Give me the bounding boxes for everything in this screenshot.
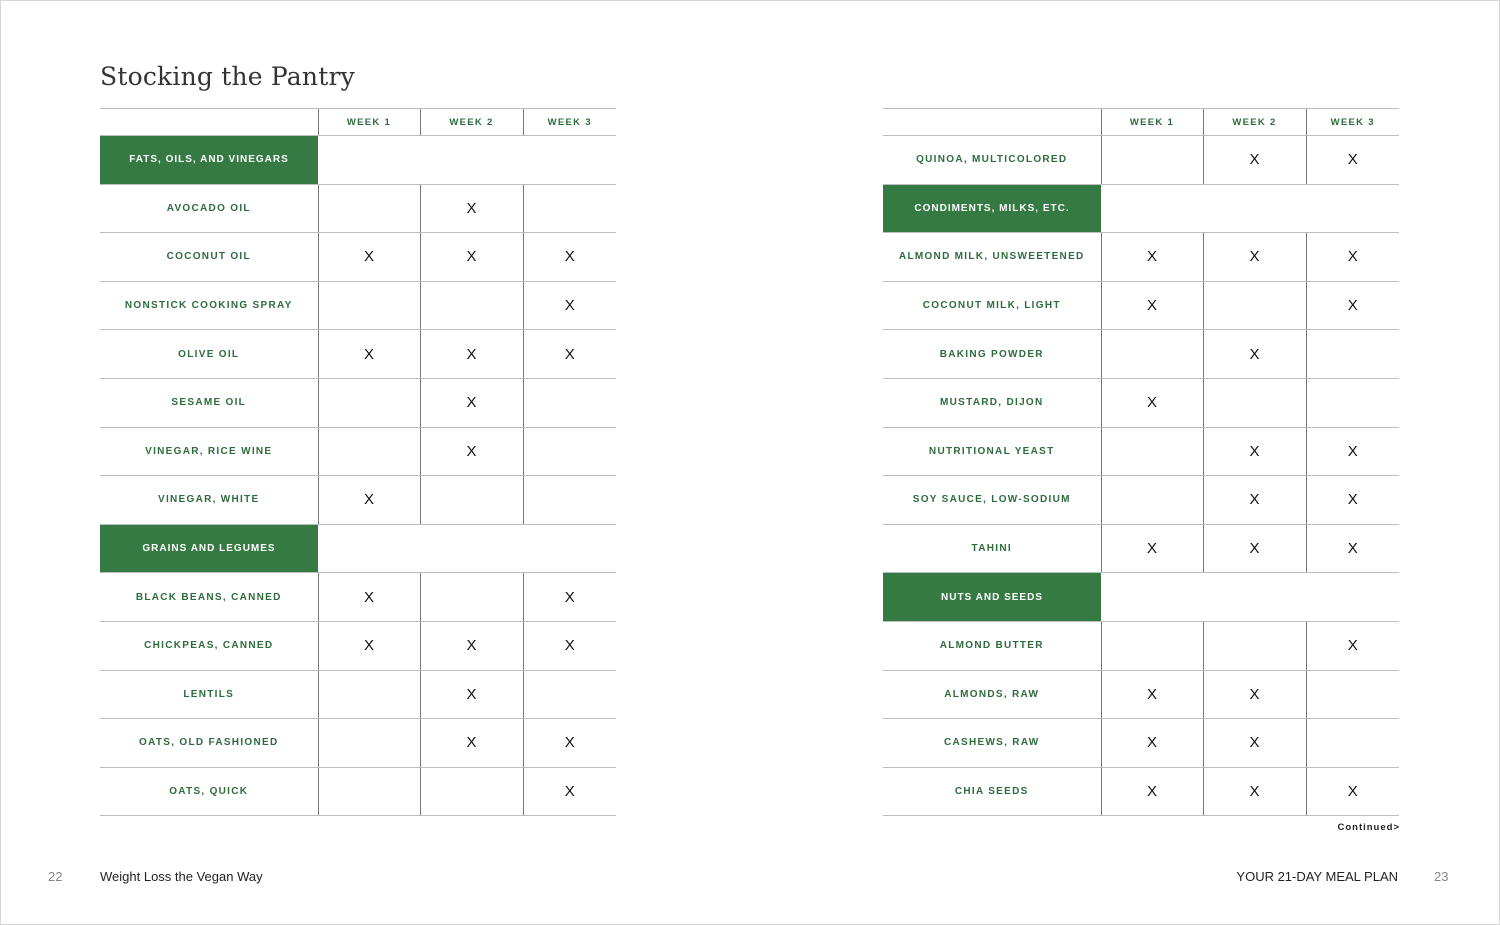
- week-2-mark: [420, 476, 523, 525]
- page-number-left: 22: [48, 869, 63, 884]
- item-label: ALMONDS, RAW: [883, 670, 1101, 719]
- week-2-mark: X: [1203, 670, 1306, 719]
- week-3-mark: [1306, 330, 1399, 379]
- page-title: Stocking the Pantry: [100, 62, 355, 91]
- table-row: [883, 524, 1399, 573]
- week-2-mark: X: [420, 719, 523, 768]
- week-2-mark: X: [420, 233, 523, 282]
- week-1-mark: X: [1101, 233, 1203, 282]
- table-row: [883, 427, 1399, 476]
- week-2-mark: X: [1203, 427, 1306, 476]
- item-label: VINEGAR, RICE WINE: [100, 427, 318, 476]
- category-row: [100, 524, 616, 573]
- week-1-mark: X: [1101, 378, 1203, 427]
- item-label: OATS, QUICK: [100, 767, 318, 816]
- category-row-fill: [318, 136, 616, 185]
- item-label: QUINOA, MULTICOLORED: [883, 136, 1101, 185]
- week-3-mark: X: [523, 330, 616, 379]
- table-row: [883, 378, 1399, 427]
- section-title-footer: YOUR 21-DAY MEAL PLAN: [1236, 869, 1398, 884]
- table-row: [100, 767, 616, 816]
- week-1-mark: [318, 378, 420, 427]
- table-row: [883, 330, 1399, 379]
- week-3-mark: X: [1306, 427, 1399, 476]
- category-row: [100, 136, 616, 185]
- week-1-mark: X: [1101, 719, 1203, 768]
- category-row-fill: [318, 524, 616, 573]
- table-row: [883, 621, 1399, 670]
- week-3-mark: X: [1306, 524, 1399, 573]
- week-3-mark: X: [1306, 281, 1399, 330]
- item-label: AVOCADO OIL: [100, 184, 318, 233]
- week-1-mark: X: [1101, 281, 1203, 330]
- week-3-mark: X: [1306, 476, 1399, 525]
- header-week-3: WEEK 3: [523, 109, 616, 136]
- week-1-mark: X: [318, 330, 420, 379]
- week-3-mark: X: [1306, 233, 1399, 282]
- header-week-2: WEEK 2: [1203, 109, 1306, 136]
- table-row: [883, 767, 1399, 816]
- item-label: VINEGAR, WHITE: [100, 476, 318, 525]
- week-1-mark: X: [318, 621, 420, 670]
- week-2-mark: X: [420, 670, 523, 719]
- week-1-mark: [318, 670, 420, 719]
- table-row: [100, 184, 616, 233]
- pantry-table-right: [883, 108, 1399, 816]
- item-label: MUSTARD, DIJON: [883, 378, 1101, 427]
- item-label: ALMOND BUTTER: [883, 621, 1101, 670]
- week-2-mark: [420, 573, 523, 622]
- week-1-mark: X: [318, 233, 420, 282]
- pantry-table-left: [100, 108, 616, 816]
- category-row-fill: [1101, 573, 1399, 622]
- week-3-mark: [1306, 378, 1399, 427]
- book-title-footer: Weight Loss the Vegan Way: [100, 869, 263, 884]
- week-2-mark: X: [1203, 767, 1306, 816]
- week-3-mark: [523, 670, 616, 719]
- table-row: [100, 330, 616, 379]
- table-header-row: [883, 109, 1399, 136]
- week-1-mark: [1101, 136, 1203, 185]
- item-label: BLACK BEANS, CANNED: [100, 573, 318, 622]
- item-label: CHIA SEEDS: [883, 767, 1101, 816]
- table-row: [100, 233, 616, 282]
- week-3-mark: X: [523, 719, 616, 768]
- category-label: FATS, OILS, AND VINEGARS: [100, 136, 318, 185]
- week-1-mark: [318, 427, 420, 476]
- week-2-mark: [1203, 621, 1306, 670]
- week-1-mark: X: [318, 573, 420, 622]
- header-week-2: WEEK 2: [420, 109, 523, 136]
- week-3-mark: [523, 378, 616, 427]
- week-2-mark: [1203, 281, 1306, 330]
- week-2-mark: X: [1203, 719, 1306, 768]
- week-3-mark: X: [523, 233, 616, 282]
- week-2-mark: X: [1203, 476, 1306, 525]
- week-1-mark: [318, 719, 420, 768]
- continued-label: Continued>: [1337, 822, 1400, 833]
- category-row: [883, 184, 1399, 233]
- header-week-3: WEEK 3: [1306, 109, 1399, 136]
- item-label: BAKING POWDER: [883, 330, 1101, 379]
- category-row: [883, 573, 1399, 622]
- week-2-mark: X: [420, 184, 523, 233]
- week-1-mark: X: [1101, 670, 1203, 719]
- week-1-mark: [1101, 476, 1203, 525]
- week-2-mark: X: [1203, 233, 1306, 282]
- week-1-mark: X: [1101, 524, 1203, 573]
- category-label: CONDIMENTS, MILKS, ETC.: [883, 184, 1101, 233]
- week-3-mark: [523, 184, 616, 233]
- item-label: CASHEWS, RAW: [883, 719, 1101, 768]
- week-1-mark: X: [1101, 767, 1203, 816]
- table-row: [100, 281, 616, 330]
- page-number-right: 23: [1434, 869, 1449, 884]
- table-row: [100, 378, 616, 427]
- table-row: [883, 476, 1399, 525]
- week-2-mark: X: [420, 330, 523, 379]
- header-week-1: WEEK 1: [318, 109, 420, 136]
- week-2-mark: X: [1203, 136, 1306, 185]
- item-label: OLIVE OIL: [100, 330, 318, 379]
- item-label: LENTILS: [100, 670, 318, 719]
- item-label: CHICKPEAS, CANNED: [100, 621, 318, 670]
- week-2-mark: X: [1203, 330, 1306, 379]
- header-blank: [100, 109, 318, 136]
- item-label: SESAME OIL: [100, 378, 318, 427]
- table-row: [883, 719, 1399, 768]
- week-2-mark: X: [1203, 524, 1306, 573]
- week-3-mark: X: [523, 621, 616, 670]
- week-3-mark: [523, 427, 616, 476]
- week-1-mark: [1101, 330, 1203, 379]
- table-row: [100, 427, 616, 476]
- week-3-mark: X: [1306, 767, 1399, 816]
- week-3-mark: X: [523, 573, 616, 622]
- table-row: [883, 233, 1399, 282]
- week-1-mark: [318, 281, 420, 330]
- week-3-mark: [523, 476, 616, 525]
- header-blank: [883, 109, 1101, 136]
- week-3-mark: X: [1306, 136, 1399, 185]
- item-label: COCONUT OIL: [100, 233, 318, 282]
- item-label: SOY SAUCE, LOW-SODIUM: [883, 476, 1101, 525]
- category-row-fill: [1101, 184, 1399, 233]
- week-1-mark: [1101, 427, 1203, 476]
- table-header-row: [100, 109, 616, 136]
- table-row: [883, 281, 1399, 330]
- week-1-mark: [1101, 621, 1203, 670]
- week-2-mark: [420, 767, 523, 816]
- category-label: GRAINS AND LEGUMES: [100, 524, 318, 573]
- item-label: NUTRITIONAL YEAST: [883, 427, 1101, 476]
- table-row: [100, 476, 616, 525]
- week-2-mark: X: [420, 427, 523, 476]
- week-1-mark: [318, 767, 420, 816]
- week-1-mark: [318, 184, 420, 233]
- table-row: [100, 719, 616, 768]
- week-2-mark: X: [420, 378, 523, 427]
- week-1-mark: X: [318, 476, 420, 525]
- item-label: NONSTICK COOKING SPRAY: [100, 281, 318, 330]
- week-2-mark: [420, 281, 523, 330]
- week-2-mark: [1203, 378, 1306, 427]
- item-label: ALMOND MILK, UNSWEETENED: [883, 233, 1101, 282]
- header-week-1: WEEK 1: [1101, 109, 1203, 136]
- week-3-mark: [1306, 719, 1399, 768]
- table-row: [100, 573, 616, 622]
- table-row: [883, 670, 1399, 719]
- category-label: NUTS AND SEEDS: [883, 573, 1101, 622]
- week-3-mark: X: [1306, 621, 1399, 670]
- table-row: [100, 621, 616, 670]
- week-2-mark: X: [420, 621, 523, 670]
- week-3-mark: X: [523, 281, 616, 330]
- item-label: COCONUT MILK, LIGHT: [883, 281, 1101, 330]
- item-label: TAHINI: [883, 524, 1101, 573]
- week-3-mark: X: [523, 767, 616, 816]
- table-row: [100, 670, 616, 719]
- table-row: [883, 136, 1399, 185]
- item-label: OATS, OLD FASHIONED: [100, 719, 318, 768]
- week-3-mark: [1306, 670, 1399, 719]
